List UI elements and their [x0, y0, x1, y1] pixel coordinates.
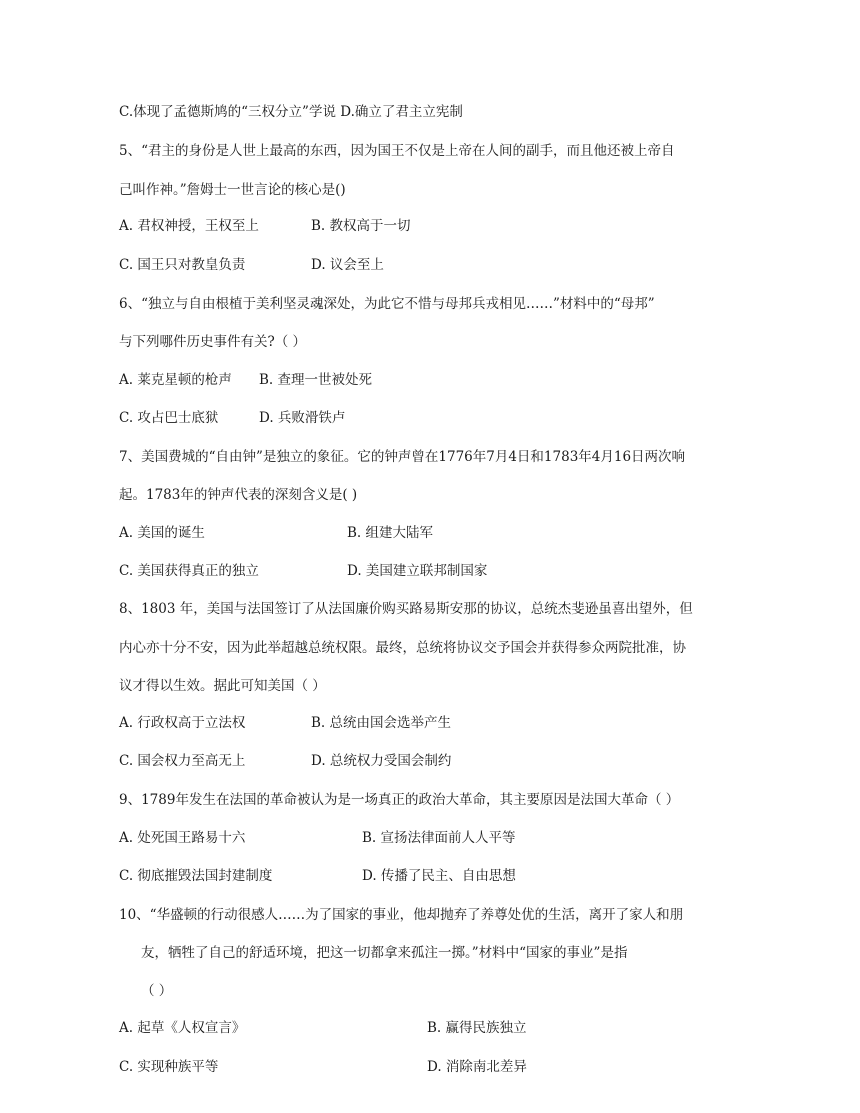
question-10-text: 10、“华盛顿的行动很感人……为了国家的事业，他却抛弃了养尊处优的生活，离开了家人和朋 — [119, 907, 684, 923]
question-8-option-a: A. 行政权高于立法权 — [119, 715, 246, 731]
question-8-text: 议才得以生效。据此可知美国（ ） — [119, 678, 326, 694]
question-8-text: 8、1803 年，美国与法国签订了从法国廉价购买路易斯安那的协议，总统杰斐逊虽喜出望外，但 — [119, 601, 693, 617]
question-9-option-b: B. 宣扬法律面前人人平等 — [362, 830, 516, 846]
question-6-option-c: C. 攻占巴士底狱 — [119, 410, 219, 426]
question-6-option-d: D. 兵败滑铁卢 — [259, 410, 346, 426]
question-10-text: 友，牺牲了自己的舒适环境，把这一切都拿来孤注一掷。”材料中“国家的事业”是指 — [141, 945, 628, 961]
question-5-option-a: A. 君权神授，王权至上 — [119, 218, 259, 234]
question-6-option-b: B. 查理一世被处死 — [259, 372, 373, 388]
question-6-text: 6、“独立与自由根植于美利坚灵魂深处，为此它不惜与母邦兵戎相见……”材料中的“母邦” — [119, 296, 655, 312]
option-line: C.体现了孟德斯鸠的“三权分立”学说 D.确立了君主立宪制 — [119, 104, 463, 120]
question-6-text: 与下列哪件历史事件有关?（ ） — [119, 334, 307, 350]
question-7-option-b: B. 组建大陆军 — [347, 525, 434, 541]
question-9-option-c: C. 彻底摧毁法国封建制度 — [119, 868, 273, 884]
question-8-text: 内心亦十分不安，因为此举超越总统权限。最终，总统将协议交予国会并获得参众两院批准，协 — [119, 640, 686, 656]
question-8-option-c: C. 国会权力至高无上 — [119, 753, 246, 769]
question-9-option-d: D. 传播了民主、自由思想 — [362, 868, 516, 884]
question-7-option-c: C. 美国获得真正的独立 — [119, 563, 259, 579]
question-8-option-d: D. 总统权力受国会制约 — [311, 753, 452, 769]
question-9-text: 9、1789年发生在法国的革命被认为是一场真正的政治大革命，其主要原因是法国大革命（ ） — [119, 792, 680, 808]
question-10-text: （ ） — [141, 983, 173, 999]
question-7-text: 起。1783年的钟声代表的深刻含义是( ) — [119, 487, 358, 503]
question-9-option-a: A. 处死国王路易十六 — [119, 830, 246, 846]
question-8-option-b: B. 总统由国会选举产生 — [311, 715, 452, 731]
question-10-option-a: A. 起草《人权宣言》 — [119, 1020, 246, 1036]
question-5-text: 己叫作神。”詹姆士一世言论的核心是() — [119, 182, 346, 198]
question-5-option-c: C. 国王只对教皇负责 — [119, 257, 246, 273]
question-5-option-b: B. 教权高于一切 — [311, 218, 411, 234]
question-6-option-a: A. 莱克星顿的枪声 — [119, 372, 232, 388]
question-7-option-d: D. 美国建立联邦制国家 — [347, 563, 488, 579]
question-5-option-d: D. 议会至上 — [311, 257, 384, 273]
question-7-option-a: A. 美国的诞生 — [119, 525, 205, 541]
question-10-option-c: C. 实现种族平等 — [119, 1059, 219, 1075]
question-10-option-d: D. 消除南北差异 — [427, 1059, 527, 1075]
question-5-text: 5、“君主的身份是人世上最高的东西，因为国王不仅是上帝在人间的副手，而且他还被上帝自 — [119, 143, 675, 159]
question-10-option-b: B. 赢得民族独立 — [427, 1020, 527, 1036]
question-7-text: 7、美国费城的“自由钟”是独立的象征。它的钟声曾在1776年7月4日和1783年4月16日两次响 — [119, 449, 686, 465]
